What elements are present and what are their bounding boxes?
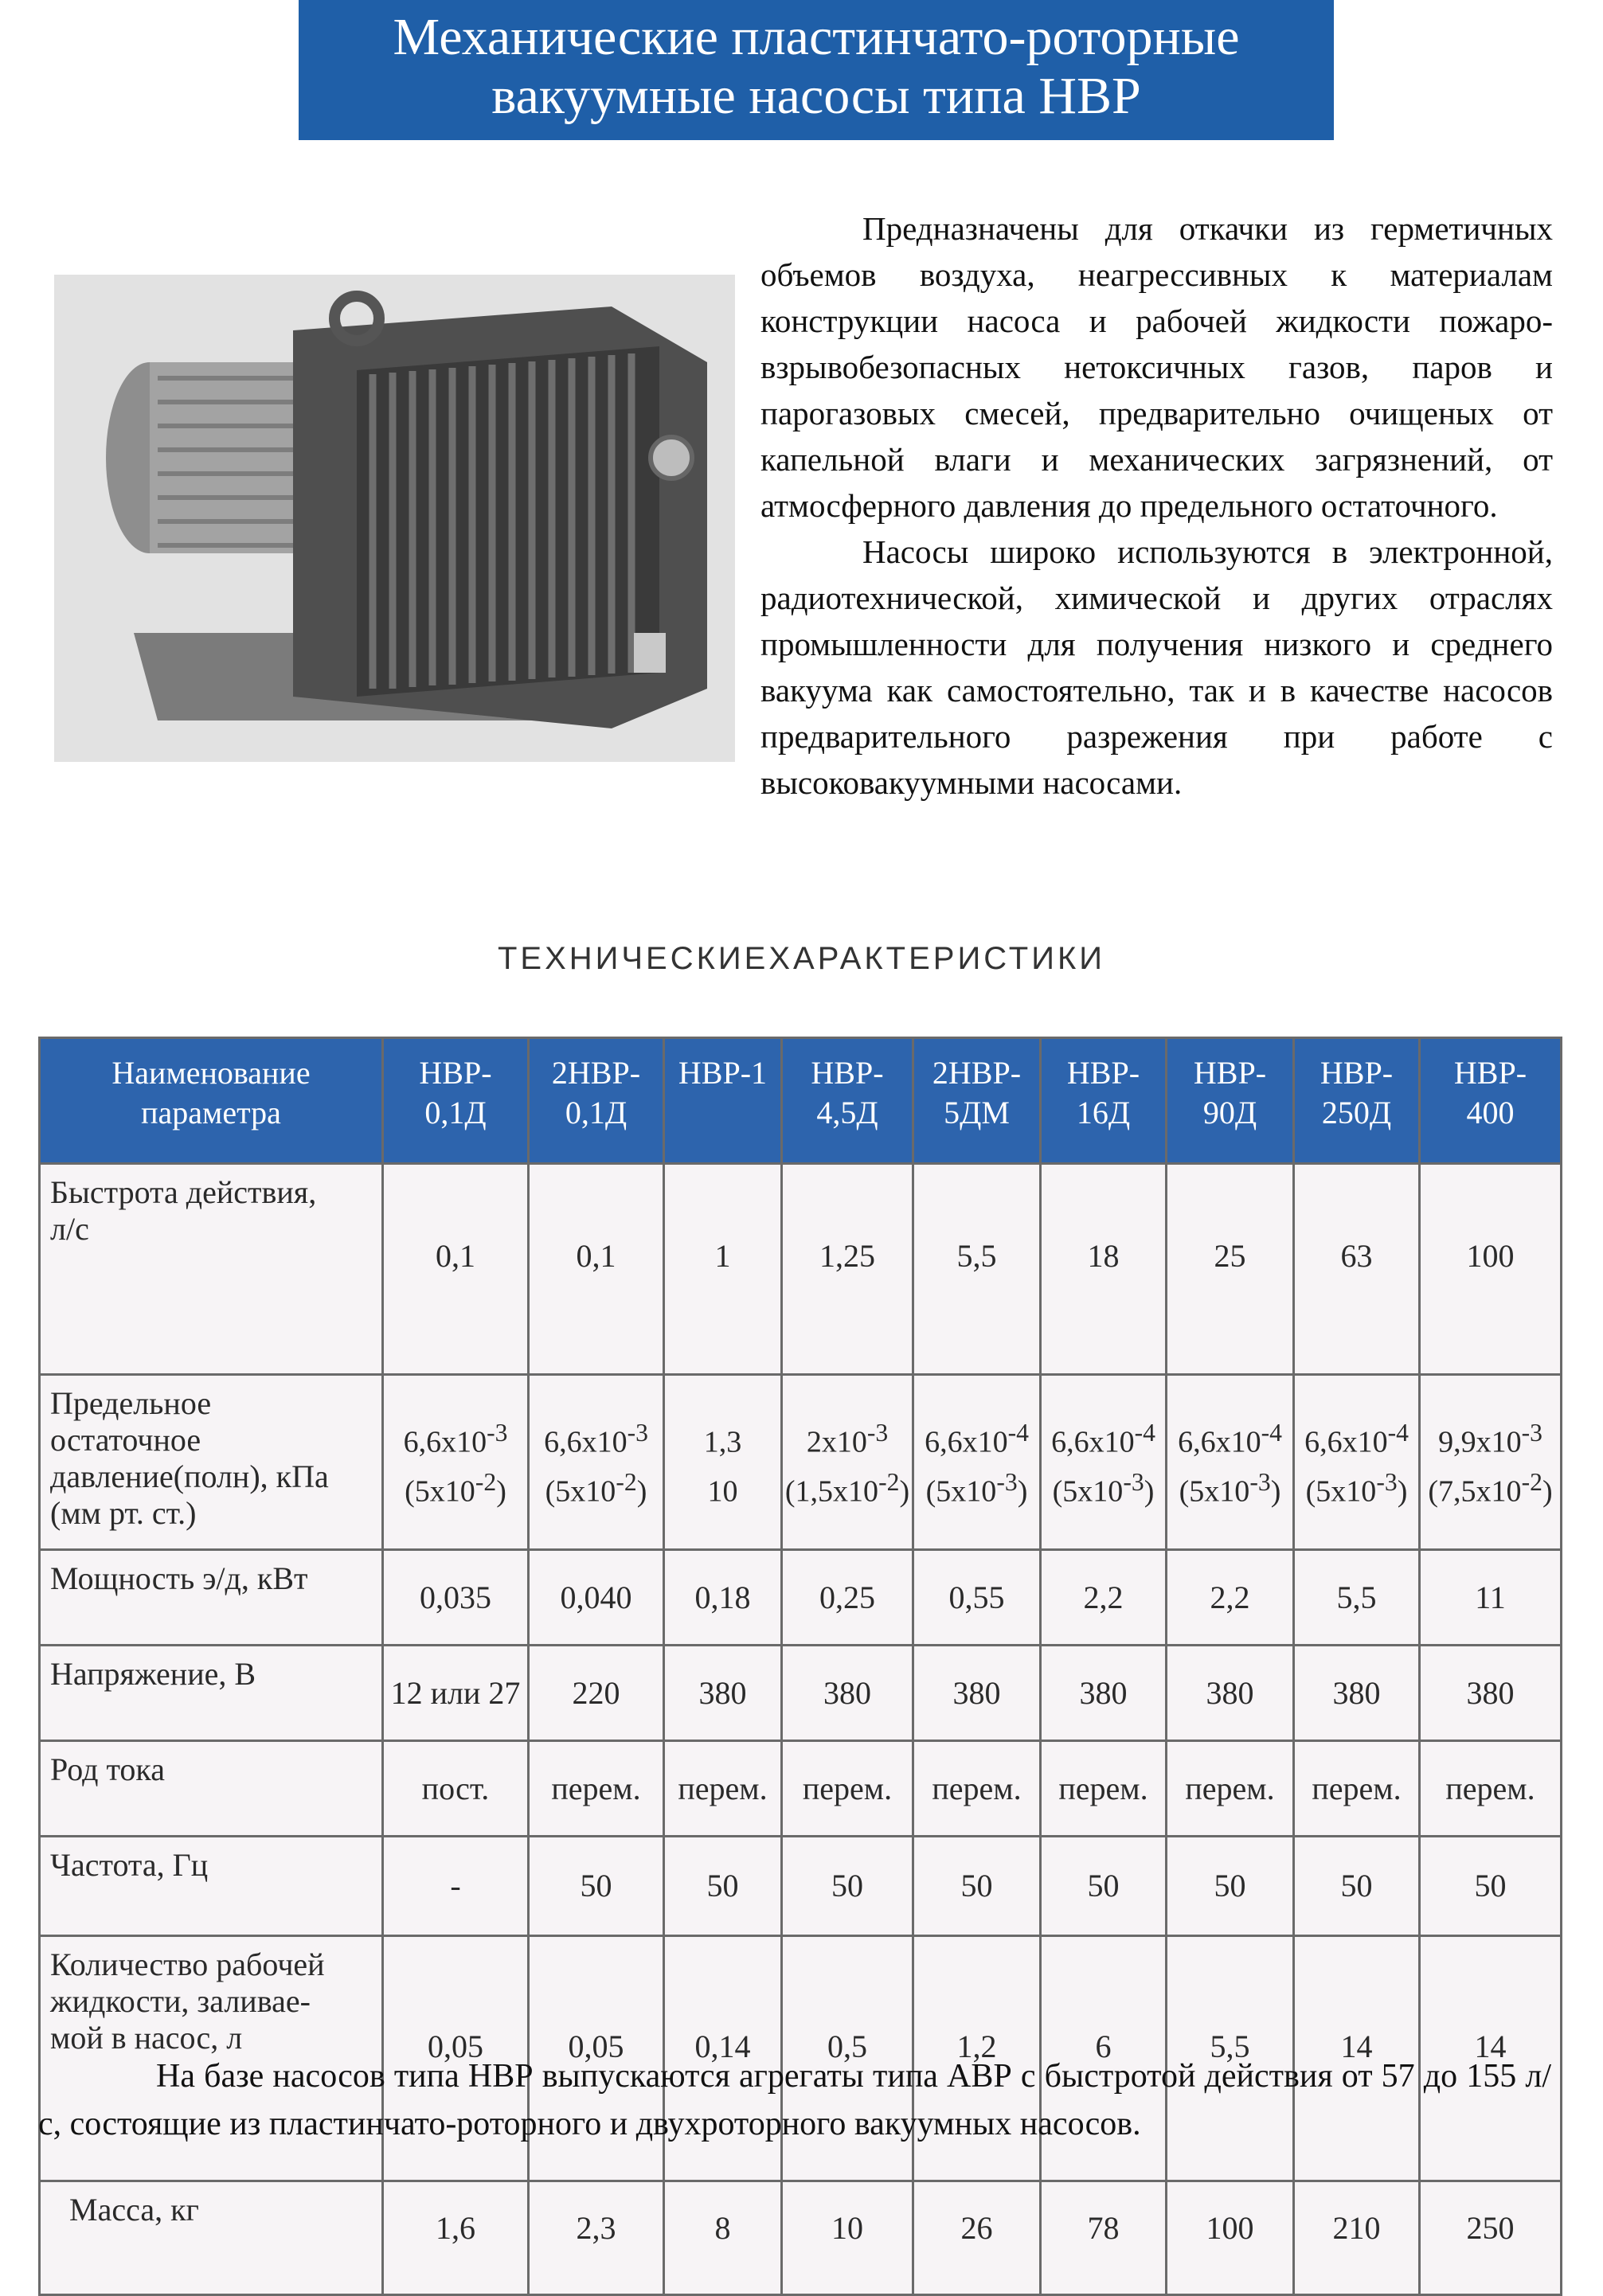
table-cell: пост.: [383, 1741, 529, 1837]
table-cell: 50: [1420, 1837, 1562, 1936]
header-model: НВР- 90Д: [1167, 1038, 1294, 1164]
table-cell: 380: [913, 1646, 1041, 1741]
table-cell: 0,05: [383, 1936, 529, 2181]
table-cell: $6,6х10^{-3}$ $(5х10^{-2})$: [383, 1375, 529, 1550]
intro-paragraph-2: Насосы широко используются в электронной, радиотехнической, химической и других отраслях промышленности для получения низкого и среднего вакуума как самостоятельно, так и в качестве насосов предварительного разрежения при работе с высоковакуумными насосами.: [760, 533, 1553, 801]
table-cell: $6,6х10^{-4}$ $(5х10^{-3})$: [1167, 1375, 1294, 1550]
table-header-row: [40, 1038, 1562, 1164]
table-cell: 0,1: [383, 1164, 529, 1375]
table-cell: перем.: [1420, 1741, 1562, 1837]
intro-paragraph-1: Предназначены для откачки из герметичных объемов воздуха, неагрессивных к материалам конструкции насоса и рабочей жидкости пожаро-взрывобезопасных нетоксичных газов, паров и парогазовых смесей, предварительно очищеных от капельной влаги и механических загрязнений, от атмосферного давления до предельного остаточного.: [760, 210, 1553, 524]
table-cell: 380: [1041, 1646, 1167, 1741]
table-cell: 63: [1294, 1164, 1420, 1375]
table-cell: 6: [1041, 1936, 1167, 2181]
table-row-frequency: [40, 1837, 1562, 1936]
table-cell: 50: [664, 1837, 782, 1936]
table-cell: 12 или 27: [383, 1646, 529, 1741]
table-cell: 14: [1420, 1936, 1562, 2181]
title-line-1: Механические пластинчато-роторные: [393, 8, 1240, 66]
table-cell: 5,5: [1167, 1936, 1294, 2181]
param-label: Количество рабочей жидкости, заливае- мой в насос, л: [40, 1936, 383, 2181]
table-cell: 0,040: [529, 1550, 664, 1646]
table-cell: 2,2: [1167, 1550, 1294, 1646]
table-cell: 100: [1167, 2181, 1294, 2295]
header-model: НВР- 250Д: [1294, 1038, 1420, 1164]
table-cell: 380: [664, 1646, 782, 1741]
intro-text: [760, 205, 1553, 806]
table-cell: 50: [529, 1837, 664, 1936]
table-cell: 0,18: [664, 1550, 782, 1646]
footer-note: [38, 2052, 1551, 2148]
header-model: 2НВР- 0,1Д: [529, 1038, 664, 1164]
param-label: Быстрота действия, л/с: [40, 1164, 383, 1375]
title-line-2: вакуумные насосы типа НВР: [491, 67, 1141, 125]
table-cell: 0,05: [529, 1936, 664, 2181]
table-cell: перем.: [1294, 1741, 1420, 1837]
table-cell: перем.: [1041, 1741, 1167, 1837]
header-model: НВР-1: [664, 1038, 782, 1164]
table-cell: 50: [1167, 1837, 1294, 1936]
table-cell: 25: [1167, 1164, 1294, 1375]
table-row-speed: [40, 1164, 1562, 1375]
table-cell: 50: [1294, 1837, 1420, 1936]
table-row-voltage: [40, 1646, 1562, 1741]
table-cell: перем.: [782, 1741, 913, 1837]
table-cell: 2,2: [1041, 1550, 1167, 1646]
param-label: Мощность э/д, кВт: [40, 1550, 383, 1646]
table-cell: 380: [1294, 1646, 1420, 1741]
table-cell: 18: [1041, 1164, 1167, 1375]
page-title: [299, 0, 1334, 140]
table-cell: 0,1: [529, 1164, 664, 1375]
table-cell: $6,6х10^{-3}$ $(5х10^{-2})$: [529, 1375, 664, 1550]
table-cell: 1,3 10: [664, 1375, 782, 1550]
header-model: 2НВР- 5ДМ: [913, 1038, 1041, 1164]
table-cell: 0,035: [383, 1550, 529, 1646]
table-cell: 2,3: [529, 2181, 664, 2295]
param-label: Предельное остаточное давление(полн), кПа (мм рт. ст.): [40, 1375, 383, 1550]
table-cell: перем.: [913, 1741, 1041, 1837]
header-model: НВР- 0,1Д: [383, 1038, 529, 1164]
table-cell: перем.: [529, 1741, 664, 1837]
table-row-pressure: [40, 1375, 1562, 1550]
table-cell: 8: [664, 2181, 782, 2295]
vacuum-pump-icon: [54, 275, 735, 762]
table-cell: $9,9х10^{-3}$ $(7,5х10^{-2})$: [1420, 1375, 1562, 1550]
table-cell: 11: [1420, 1550, 1562, 1646]
header-model: НВР- 400: [1420, 1038, 1562, 1164]
table-cell: 50: [1041, 1837, 1167, 1936]
table-cell: $2х10^{-3}$ $(1,5х10^{-2})$: [782, 1375, 913, 1550]
param-label: Масса, кг: [40, 2181, 383, 2295]
table-cell: $6,6х10^{-4}$ $(5х10^{-3})$: [913, 1375, 1041, 1550]
table-cell: 380: [1167, 1646, 1294, 1741]
table-cell: 0,25: [782, 1550, 913, 1646]
table-cell: 210: [1294, 2181, 1420, 2295]
table-cell: 5,5: [913, 1164, 1041, 1375]
table-cell: 0,14: [664, 1936, 782, 2181]
table-cell: -: [383, 1837, 529, 1936]
table-row-mass: [40, 2181, 1562, 2295]
table-cell: 14: [1294, 1936, 1420, 2181]
param-label: Род тока: [40, 1741, 383, 1837]
table-cell: $6,6х10^{-4}$ $(5х10^{-3})$: [1294, 1375, 1420, 1550]
table-row-current: [40, 1741, 1562, 1837]
table-cell: перем.: [1167, 1741, 1294, 1837]
table-cell: 380: [782, 1646, 913, 1741]
header-param: Наименование параметра: [40, 1038, 383, 1164]
header-model: НВР- 4,5Д: [782, 1038, 913, 1164]
table-cell: перем.: [664, 1741, 782, 1837]
table-cell: 1,25: [782, 1164, 913, 1375]
table-cell: $6,6х10^{-4}$ $(5х10^{-3})$: [1041, 1375, 1167, 1550]
table-cell: 0,5: [782, 1936, 913, 2181]
table-cell: 78: [1041, 2181, 1167, 2295]
table-cell: 0,55: [913, 1550, 1041, 1646]
table-row-power: [40, 1550, 1562, 1646]
table-cell: 100: [1420, 1164, 1562, 1375]
param-label: Частота, Гц: [40, 1837, 383, 1936]
table-cell: 220: [529, 1646, 664, 1741]
table-cell: 1,2: [913, 1936, 1041, 2181]
table-cell: 380: [1420, 1646, 1562, 1741]
vacuum-pump-photo: [54, 275, 735, 762]
table-cell: 250: [1420, 2181, 1562, 2295]
footer-paragraph: На базе насосов типа НВР выпускаются агрегаты типа АВР с быстротой действия от 57 до 155 л/с, состоящие из пластинчато-роторного и двухроторного вакуумных насосов.: [38, 2058, 1551, 2142]
table-cell: 50: [913, 1837, 1041, 1936]
table-cell: 26: [913, 2181, 1041, 2295]
table-cell: 1: [664, 1164, 782, 1375]
table-cell: 50: [782, 1837, 913, 1936]
table-cell: 1,6: [383, 2181, 529, 2295]
param-label: Напряжение, В: [40, 1646, 383, 1741]
table-cell: 10: [782, 2181, 913, 2295]
table-cell: 5,5: [1294, 1550, 1420, 1646]
header-model: НВР- 16Д: [1041, 1038, 1167, 1164]
section-heading: ТЕХНИЧЕСКИЕХАРАКТЕРИСТИКИ: [497, 941, 1106, 976]
